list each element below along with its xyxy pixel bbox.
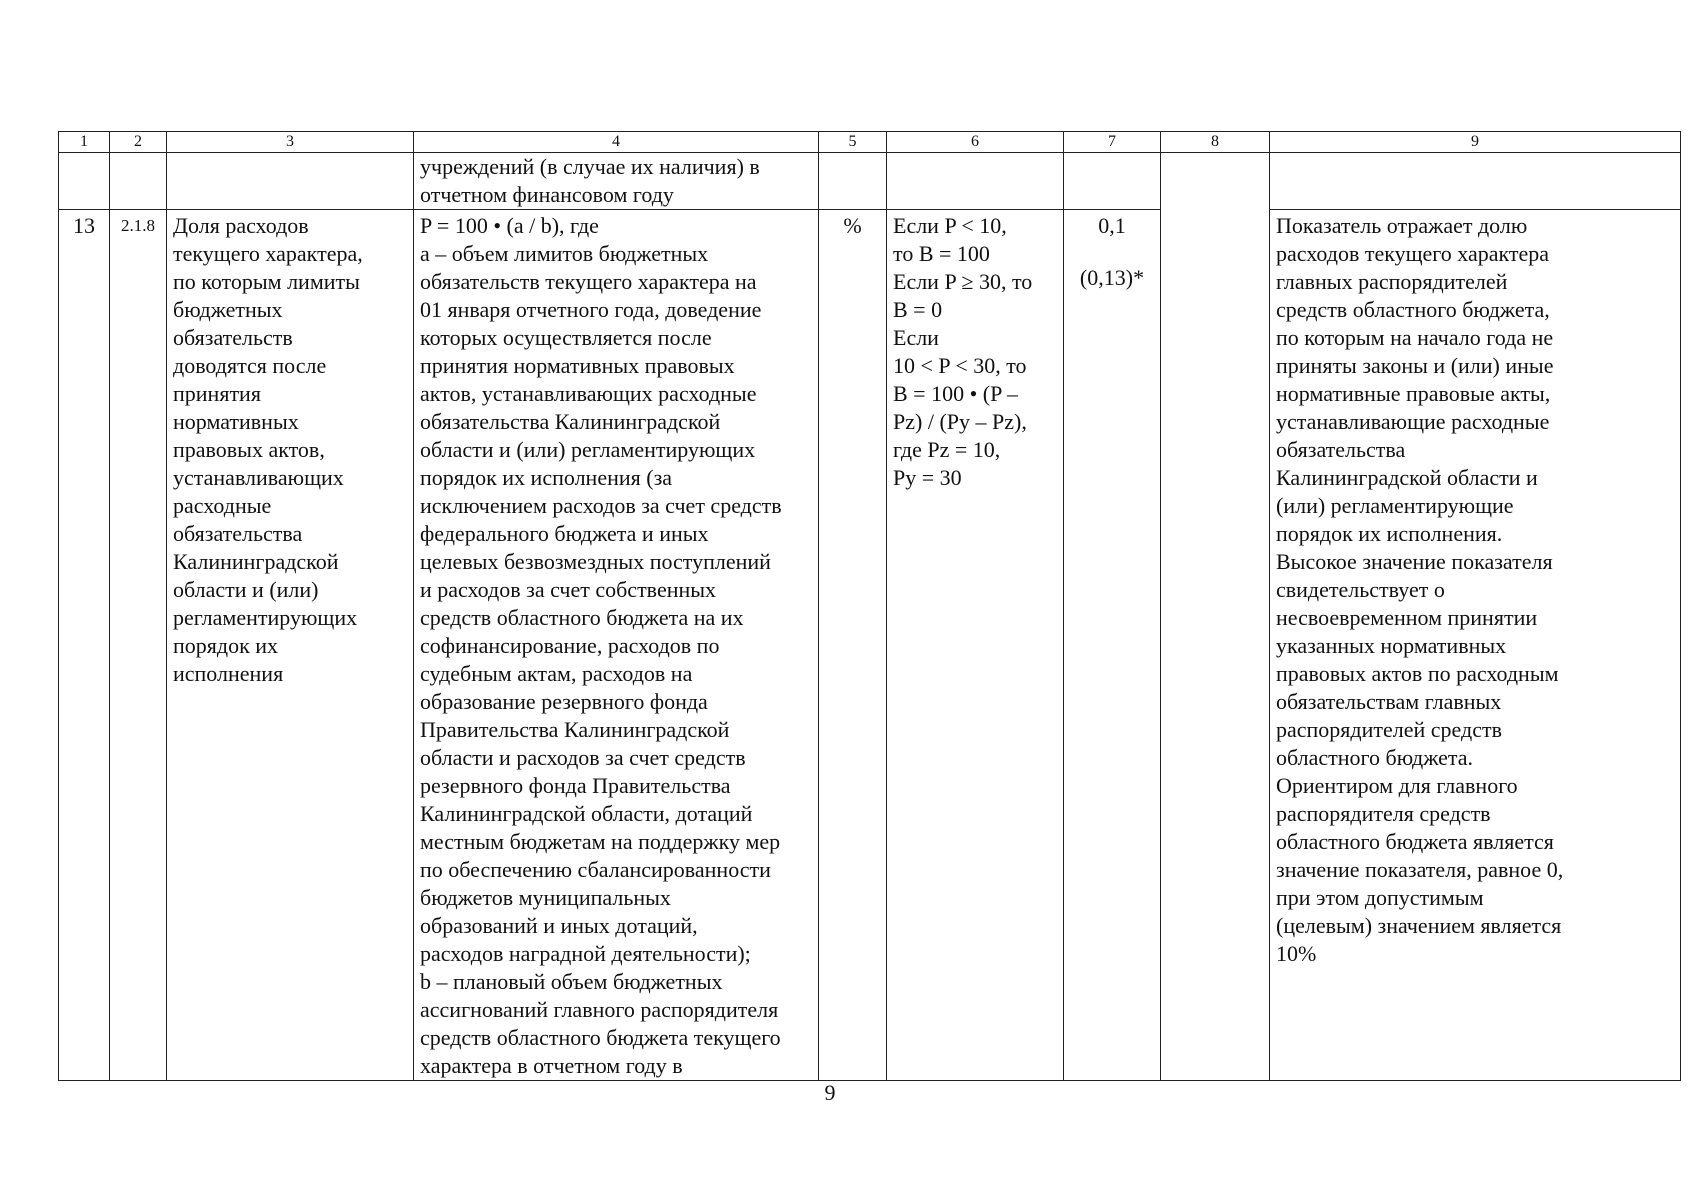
weight-alt-value: (0,13)* [1079,265,1145,290]
header-cell-6: 6 [887,132,1064,153]
header-cell-3: 3 [167,132,414,153]
cont-cell-1 [59,153,110,210]
cont-cell-7 [1064,153,1161,210]
header-cell-9: 9 [1270,132,1681,153]
column-number-row [59,132,1681,153]
row-number: 13 [59,210,110,1081]
col8-cell [1161,153,1270,1081]
indicator-table [58,131,1681,1081]
header-cell-2: 2 [110,132,167,153]
continuation-row [59,153,1681,210]
header-cell-7: 7 [1064,132,1161,153]
page-number: 9 [824,1080,836,1105]
scoring-rule: Если P < 10, то B = 100 Если P ≥ 30, то B = 0 Если 10 < P < 30, то B = 100 • (P – Pz) / (Py – Pz), где Pz = 10, Py = 30 [887,210,1064,1081]
header-cell-1: 1 [59,132,110,153]
cont-cell-5 [819,153,887,210]
cont-cell-2 [110,153,167,210]
cont-cell-6 [887,153,1064,210]
cont-cell-9 [1270,153,1681,210]
header-cell-4: 4 [414,132,819,153]
weight-value: 0,1 [1098,213,1126,238]
row-code: 2.1.8 [110,210,167,1081]
unit-of-measure: % [819,210,887,1081]
weight-cell [1064,210,1161,1081]
indicator-name: Доля расходов текущего характера, по которым лимиты бюджетных обязательств доводятся после принятия нормативных правовых актов, устанавливающих расходные обязательства Калининградской области и (или) регламентирующих порядок их исполнения [167,210,414,1081]
header-cell-8: 8 [1161,132,1270,153]
cont-cell-formula: учреждений (в случае их наличия) в отчетном финансовом году [414,153,819,210]
table-row [59,210,1681,1081]
header-cell-5: 5 [819,132,887,153]
indicator-description: Показатель отражает долю расходов текущего характера главных распорядителей средств областного бюджета, по которым на начало года не приняты законы и (или) иные нормативные правовые акты, устанавливающие расходные обязательства Калининградской области и (или) регламентирующие порядок их исполнения. Высокое значение показателя свидетельствует о несвоевременном принятии указанных нормативных правовых актов по расходным обязательствам главных распорядителей средств областного бюджета. Ориентиром для главного распорядителя средств областного бюджета является значение показателя, равное 0, при этом допустимым (целевым) значением является 10% [1270,210,1681,1081]
calculation-formula: P = 100 • (a / b), где a – объем лимитов бюджетных обязательств текущего характера на 01 января отчетного года, доведение которых осуществляется после принятия нормативных правовых актов, устанавливающих расходные обязательства Калининградской области и (или) регламентирующих порядок их исполнения (за исключением расходов за счет средств федерального бюджета и иных целевых безвозмездных поступлений и расходов за счет собственных средств областного бюджета на их софинансирование, расходов по судебным актам, расходов на образование резервного фонда Правительства Калининградской области и расходов за счет средств резервного фонда Правительства Калининградской области, дотаций местным бюджетам на поддержку мер по обеспечению сбалансированности бюджетов муниципальных образований и иных дотаций, расходов наградной деятельности); b – плановый объем бюджетных ассигнований главного распорядителя средств областного бюджета текущего характера в отчетном году в [414,210,819,1081]
cont-cell-3 [167,153,414,210]
